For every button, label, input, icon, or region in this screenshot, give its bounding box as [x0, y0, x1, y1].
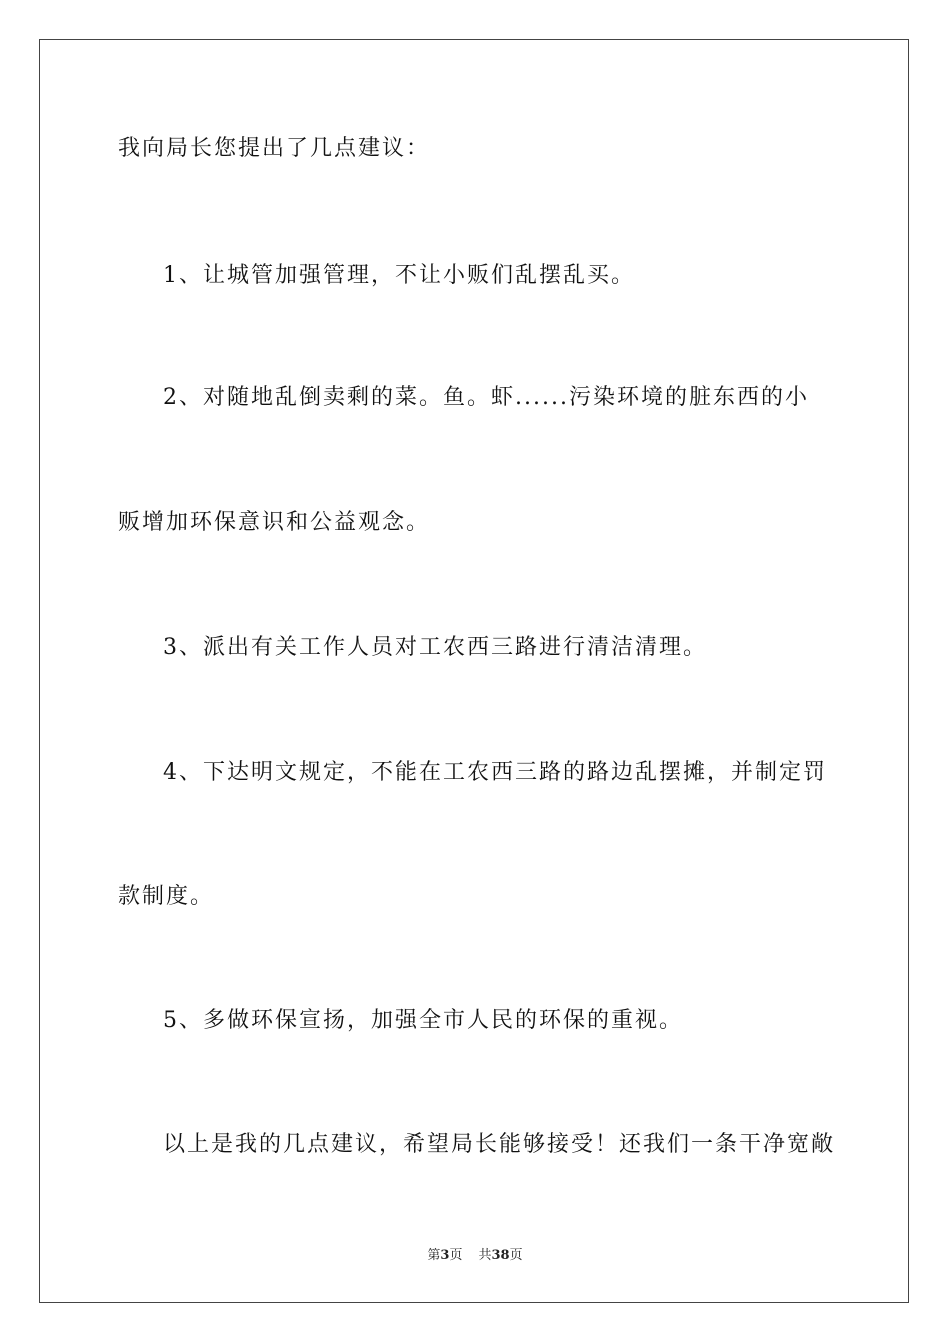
- paragraph-line-8: 5、多做环保宣扬，加强全市人民的环保的重视。: [163, 1008, 683, 1033]
- paragraph-line-6: 4、下达明文规定，不能在工农西三路的路边乱摆摊，并制定罚: [163, 760, 827, 785]
- footer-page-number: 3: [440, 1248, 450, 1263]
- paragraph-line-1: 我向局长您提出了几点建议：: [118, 136, 431, 161]
- footer-page-prefix: 第: [427, 1248, 441, 1263]
- footer-total-prefix: 共: [478, 1248, 492, 1263]
- footer-total-suffix: 页: [509, 1248, 523, 1263]
- page-footer: [0, 1247, 950, 1265]
- paragraph-line-4: 贩增加环保意识和公益观念。: [118, 510, 431, 535]
- paragraph-line-2: 1、让城管加强管理，不让小贩们乱摆乱买。: [163, 263, 635, 288]
- paragraph-line-9: 以上是我的几点建议，希望局长能够接受！还我们一条干净宽敞: [163, 1132, 836, 1157]
- footer-page-suffix: 页: [449, 1248, 463, 1263]
- footer-total-pages: 38: [491, 1248, 510, 1263]
- page-frame: [39, 39, 909, 1303]
- paragraph-line-3: 2、对随地乱倒卖剩的菜。鱼。虾......污染环境的脏东西的小: [163, 385, 809, 410]
- paragraph-line-7: 款制度。: [118, 884, 215, 909]
- paragraph-line-5: 3、派出有关工作人员对工农西三路进行清洁清理。: [163, 635, 707, 660]
